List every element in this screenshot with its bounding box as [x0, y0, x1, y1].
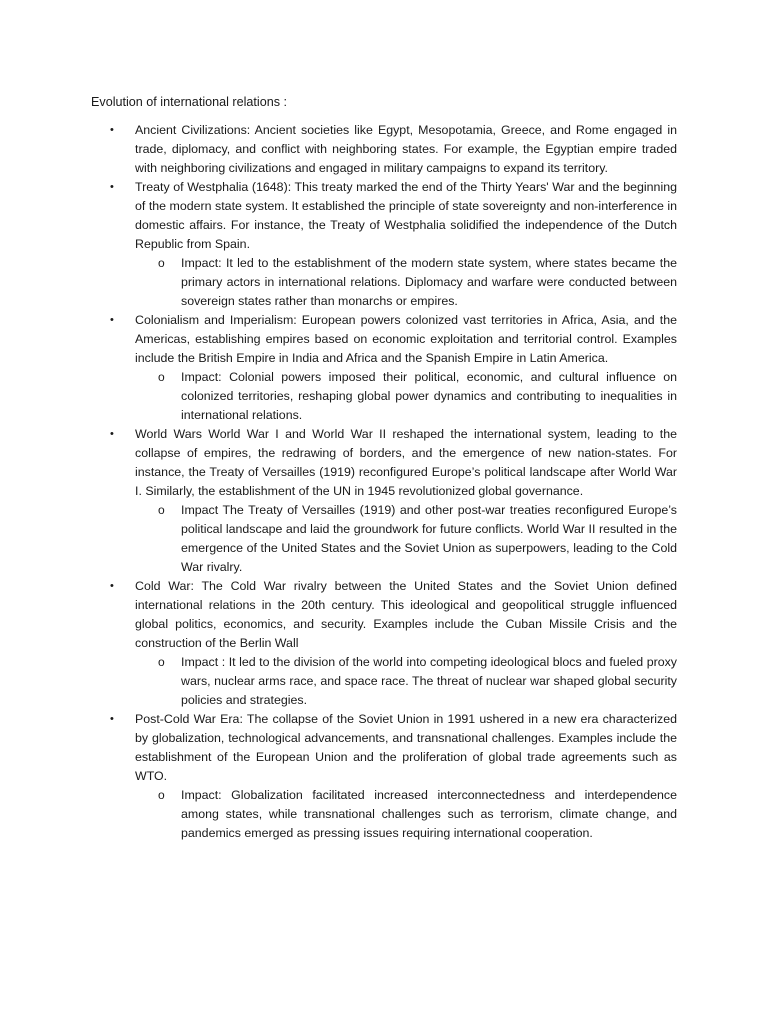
- list-item-text: Post-Cold War Era: The collapse of the Soviet Union in 1991 ushered in a new era characterized by globalization, technological advancements, and transnational challenges. Examples include the establishment of the European Union and the proliferation of global trade agreements such as WTO.: [135, 712, 677, 783]
- list-item-cold-war: [0, 577, 768, 710]
- sub-item-text: Impact: Colonial powers imposed their political, economic, and cultural influence on colonized territories, reshaping global power dynamics and contributing to inequalities in international relations.: [181, 370, 677, 422]
- list-item-post-cold-war: [0, 710, 768, 843]
- sub-item-impact: [0, 368, 768, 425]
- list-item-text: Ancient Civilizations: Ancient societies like Egypt, Mesopotamia, Greece, and Rome engaged in trade, diplomacy, and conflict with neighboring states. For example, the Egyptian empire traded with neighboring civilizations and engaged in military campaigns to expand its territory.: [135, 123, 677, 175]
- sub-bullet-icon: o: [158, 788, 165, 802]
- sub-bullet-icon: o: [158, 256, 165, 270]
- list-item-text: Treaty of Westphalia (1648): This treaty marked the end of the Thirty Years' War and the beginning of the modern state system. It established the principle of state sovereignty and non-interference in domestic affairs. For instance, the Treaty of Westphalia solidified the independence of the Dutch Republic from Spain.: [135, 180, 677, 251]
- sub-bullet-icon: o: [158, 370, 165, 384]
- list-item-text: Cold War: The Cold War rivalry between the United States and the Soviet Union defined international relations in the 20th century. This ideological and geopolitical struggle influenced global politics, economics, and security. Examples include the Cuban Missile Crisis and the construction of the Berlin Wall: [135, 579, 677, 650]
- sub-item-impact: [0, 653, 768, 710]
- sub-item-text: Impact: It led to the establishment of the modern state system, where states became the primary actors in international relations. Diplomacy and warfare were conducted between sovereign states rather than monarchs or empires.: [181, 256, 677, 308]
- list-item-colonialism: [0, 311, 768, 425]
- list-item-ancient-civilizations: [0, 121, 768, 178]
- sub-item-text: Impact The Treaty of Versailles (1919) and other post-war treaties reconfigured Europe’s political landscape and laid the groundwork for future conflicts. World War II resulted in the emergence of the United States and the Soviet Union as superpowers, leading to the Cold War rivalry.: [181, 503, 677, 574]
- sub-item-text: Impact: Globalization facilitated increased interconnectedness and interdependence among states, while transnational challenges such as terrorism, climate change, and pandemics emerged as pressing issues requiring international cooperation.: [181, 788, 677, 840]
- list-item-text: Colonialism and Imperialism: European powers colonized vast territories in Africa, Asia, and the Americas, establishing empires based on economic exploitation and territorial control. Examples include the British Empire in India and Africa and the Spanish Empire in Latin America.: [135, 313, 677, 365]
- bullet-icon: •: [110, 124, 114, 136]
- bullet-icon: •: [110, 428, 114, 440]
- document-title: Evolution of international relations :: [91, 95, 288, 109]
- sub-bullet-icon: o: [158, 503, 165, 517]
- sub-item-impact: [0, 501, 768, 577]
- sub-bullet-icon: o: [158, 655, 165, 669]
- list-item-treaty-of-westphalia: [0, 178, 768, 311]
- sub-item-text: Impact : It led to the division of the world into competing ideological blocs and fueled proxy wars, nuclear arms race, and space race. The threat of nuclear war shaped global security policies and strategies.: [181, 655, 677, 707]
- bullet-icon: •: [110, 181, 114, 193]
- list-item-text: World Wars World War I and World War II reshaped the international system, leading to the collapse of empires, the redrawing of borders, and the emergence of new nation-states. For instance, the Treaty of Versailles (1919) reconfigured Europe’s political landscape after World War I. Similarly, the establishment of the UN in 1945 revolutionized global governance.: [135, 427, 677, 498]
- list-item-world-wars: [0, 425, 768, 577]
- bullet-icon: •: [110, 314, 114, 326]
- sub-item-impact: [0, 786, 768, 843]
- bullet-list: [0, 121, 768, 843]
- bullet-icon: •: [110, 713, 114, 725]
- sub-item-impact: [0, 254, 768, 311]
- bullet-icon: •: [110, 580, 114, 592]
